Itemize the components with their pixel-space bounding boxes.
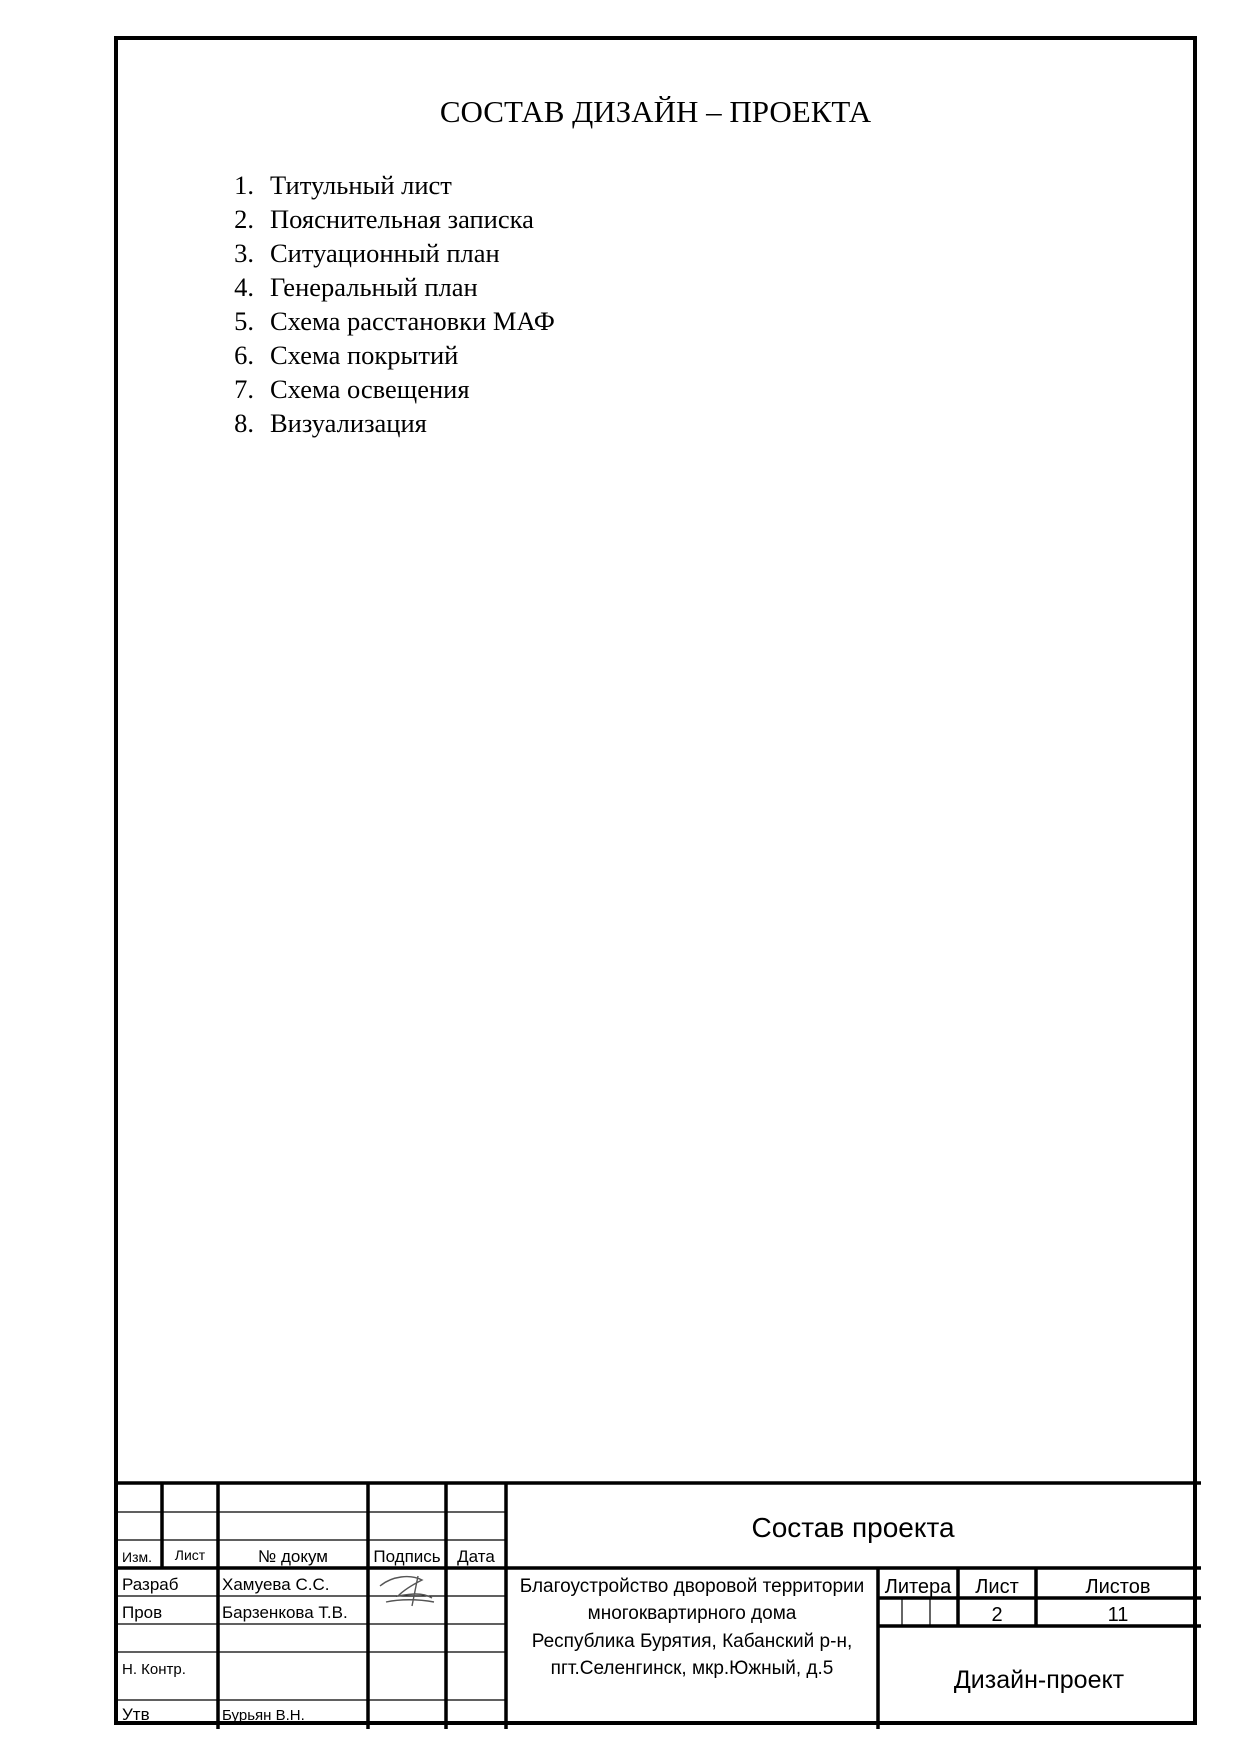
project-line-4: пгт.Селенгинск, мкр.Южный, д.5	[550, 1658, 834, 1679]
listov-label: Листов	[1085, 1576, 1151, 1598]
item-number: 4.	[234, 272, 254, 302]
project-line-3: Республика Бурятия, Кабанский р-н,	[531, 1631, 853, 1652]
item-text: Схема покрытий	[270, 340, 459, 370]
title-block	[118, 40, 1201, 1729]
list-value: 2	[991, 1604, 1003, 1626]
role-nkontr: Н. Контр.	[122, 1661, 186, 1678]
name-razrab: Хамуева С.С.	[222, 1575, 330, 1594]
header-list: Лист	[174, 1547, 206, 1563]
project-line-2: многоквартирного дома	[587, 1603, 797, 1624]
header-dokum: № докум	[258, 1547, 328, 1566]
project-line-1: Благоустройство дворовой территории	[519, 1576, 865, 1597]
org-name: Дизайн-проект	[953, 1666, 1125, 1694]
header-data: Дата	[457, 1547, 495, 1566]
litera-label: Литера	[884, 1576, 952, 1598]
item-number: 5.	[234, 306, 254, 336]
name-prov: Барзенкова Т.В.	[222, 1603, 348, 1622]
item-number: 8.	[234, 408, 254, 438]
name-utv: Бурьян В.Н.	[222, 1707, 305, 1724]
document-title: СОСТАВ ДИЗАЙН – ПРОЕКТА	[439, 94, 872, 129]
item-text: Титульный лист	[270, 170, 452, 200]
sheet-title: Состав проекта	[751, 1512, 955, 1543]
role-prov: Пров	[122, 1603, 163, 1622]
item-number: 7.	[234, 374, 254, 404]
item-text: Пояснительная записка	[270, 204, 534, 234]
item-text: Визуализация	[270, 408, 427, 438]
listov-value: 11	[1107, 1604, 1129, 1626]
item-text: Схема расстановки МАФ	[270, 306, 555, 336]
item-number: 6.	[234, 340, 254, 370]
item-number: 1.	[234, 170, 254, 200]
role-razrab: Разраб	[122, 1575, 179, 1594]
item-text: Схема освещения	[270, 374, 470, 404]
role-utv: Утв	[122, 1705, 150, 1724]
list-label: Лист	[975, 1576, 1019, 1598]
item-number: 3.	[234, 238, 254, 268]
item-text: Генеральный план	[270, 272, 478, 302]
item-text: Ситуационный план	[270, 238, 500, 268]
item-number: 2.	[234, 204, 254, 234]
header-podpis: Подпись	[373, 1547, 441, 1566]
header-izm: Изм.	[122, 1549, 152, 1565]
drawing-sheet	[114, 36, 1197, 1725]
signature-image	[380, 1576, 434, 1606]
